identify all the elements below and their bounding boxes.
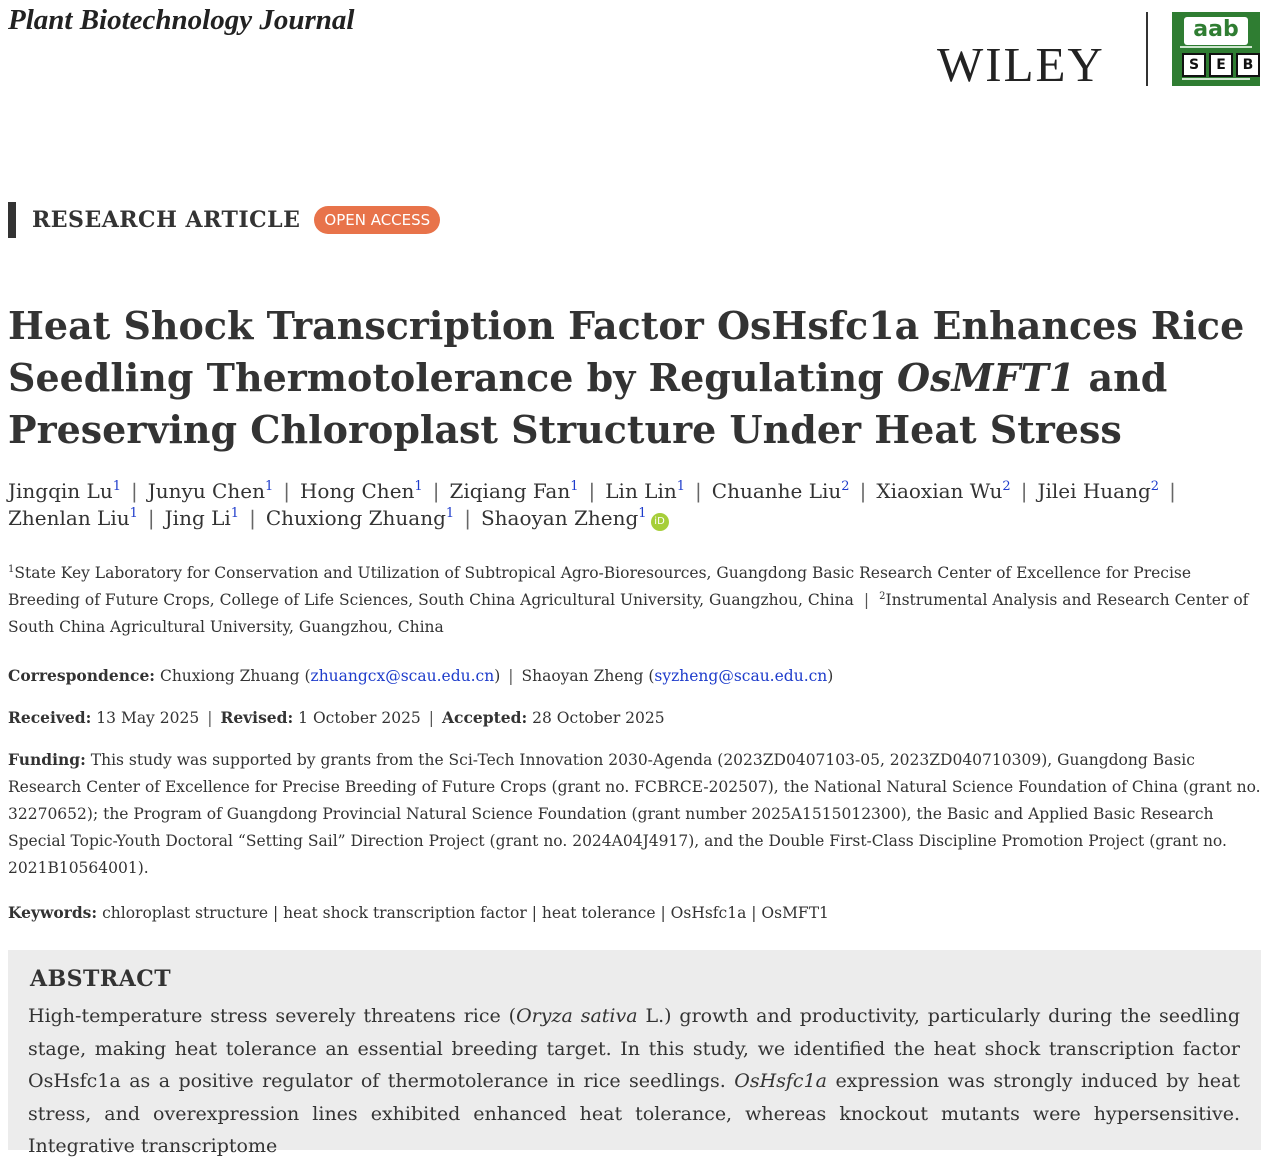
seb-letter-s: S — [1182, 53, 1206, 77]
author[interactable]: Hong Chen$^1$ — [299, 479, 423, 503]
keywords-text: chloroplast structure | heat shock transcription factor | heat tolerance | OsHsfc1a | OsMFT1 — [102, 904, 829, 922]
logo-subline — [1182, 78, 1250, 80]
abstract-heading: ABSTRACT — [30, 966, 172, 992]
seb-letter-e: E — [1209, 53, 1233, 77]
email-link-1[interactable]: zhuangcx@scau.edu.cn — [310, 667, 495, 685]
affiliations: $^1$State Key Laboratory for Conservation and Utilization of Subtropical Agro-Bioresources, Guangdong Basic Research Center of Excellence for Precise Breeding of Future Crops, College of Life Sciences, South China Agricultural University, Guangzhou, China | $^2$Instrumental Analysis and Research Center of South China Agricultural University, Guangzhou, China — [8, 564, 1249, 636]
article-dates: Received: 13 May 2025 | Revised: 1 October 2025 | Accepted: 28 October 2025 — [8, 708, 665, 727]
seb-letters — [1182, 53, 1260, 77]
received-date: 13 May 2025 — [96, 709, 200, 727]
title-text-1: Heat Shock Transcription Factor OsHsfc1a Enhances Rice Seedling Thermotolerance by Regulating — [8, 303, 1245, 400]
author[interactable]: Junyu Chen$^1$ — [147, 479, 274, 503]
title-text-2: and Preserving Chloroplast Structure Under Heat Stress — [8, 355, 1168, 452]
funding-text: This study was supported by grants from the Sci-Tech Innovation 2030-Agenda (2023ZD0407103-05, 2023ZD040710309), Guangdong Basic Research Center of Excellence for Precise Breeding of Future Crops (grant no. FCBRCE-202507), the National Natural Science Foundation of China (grant no. 32270652); the Program of Guangdong Provincial Natural Science Foundation (grant number 2025A1515012300), the Basic and Applied Basic Research Special Topic-Youth Doctoral “Setting Sail” Direction Project (grant no. 2024A04J4917), and the Double First-Class Discipline Promotion Project (grant no. 2021B10564001). — [8, 751, 1261, 877]
affiliation-1: State Key Laboratory for Conservation and Utilization of Subtropical Agro-Bioresources, Guangdong Basic Research Center of Excellence for Precise Breeding of Future Crops, College of Life Sciences, South China Agricultural University, Guangzhou, China — [8, 564, 1192, 609]
article-type-label: RESEARCH ARTICLE — [32, 207, 301, 233]
publisher-logo[interactable]: WILEY — [937, 37, 1105, 92]
funding: Funding: This study was supported by grants from the Sci-Tech Innovation 2030-Agenda (2023ZD0407103-05, 2023ZD040710309), Guangdong Basic Research Center of Excellence for Precise Breeding of Future Crops (grant no. FCBRCE-202507), the National Natural Science Foundation of China (grant no. 32270652); the Program of Guangdong Provincial Natural Science Foundation (grant number 2025A1515012300), the Basic and Applied Basic Research Special Topic-Youth Doctoral “Setting Sail” Direction Project (grant no. 2024A04J4917), and the Double First-Class Discipline Promotion Project (grant no. 2021B10564001). — [8, 750, 1261, 877]
keywords: Keywords: chloroplast structure | heat shock transcription factor | heat tolerance | OsHsfc1a | OsMFT1 — [8, 903, 829, 922]
author[interactable]: Lin Lin$^1$ — [605, 479, 686, 503]
author[interactable]: Xiaoxian Wu$^2$ — [876, 479, 1011, 503]
correspondence: Correspondence: Chuxiong Zhuang (zhuangcx@scau.edu.cn) | Shaoyan Zheng (syzheng@scau.edu.cn) — [8, 666, 834, 685]
journal-title: Plant Biotechnology Journal — [8, 4, 355, 36]
logo-fine-print — [1172, 46, 1260, 52]
author[interactable]: Chuanhe Liu$^2$ — [711, 479, 850, 503]
society-logo[interactable] — [1172, 12, 1260, 86]
revised-date: 1 October 2025 — [298, 709, 421, 727]
author[interactable]: Jingqin Lu$^1$ — [8, 479, 121, 503]
email-link-2[interactable]: syzheng@scau.edu.cn — [654, 667, 828, 685]
author[interactable]: Jing Li$^1$ — [164, 506, 240, 530]
affiliation-2: Instrumental Analysis and Research Center of South China Agricultural University, Guangzhou, China — [8, 591, 1249, 636]
orcid-icon[interactable]: iD — [651, 513, 669, 531]
article-type-bar — [8, 202, 16, 238]
aab-logo-text: aab — [1184, 17, 1248, 45]
author[interactable]: Ziqiang Fan$^1$ — [449, 479, 579, 503]
article-type-row — [8, 202, 440, 238]
accepted-date: 28 October 2025 — [532, 709, 665, 727]
author[interactable]: Zhenlan Liu$^1$ — [8, 506, 138, 530]
abstract-text: High-temperature stress severely threatens rice (Oryza sativa L.) growth and productivity, particularly during the seedling stage, making heat tolerance an essential breeding target. In this study, we identified the heat shock transcription factor OsHsfc1a as a positive regulator of thermotolerance in rice seedlings. OsHsfc1a expression was strongly induced by heat stress, and overexpression lines exhibited enhanced heat tolerance, whereas knockout mutants were hypersensitive. Integrative transcriptome — [28, 1005, 1240, 1157]
title-gene-italic: OsMFT1 — [896, 355, 1076, 400]
author[interactable]: Shaoyan Zheng$^1$ — [480, 506, 647, 530]
seb-letter-b: B — [1236, 53, 1260, 77]
author[interactable]: Chuxiong Zhuang$^1$ — [265, 506, 455, 530]
article-title — [8, 300, 1263, 456]
abstract-box — [8, 950, 1261, 1157]
logo-divider — [1146, 12, 1148, 86]
author-list: Jingqin Lu$^1$ | Junyu Chen$^1$ | Hong Chen$^1$ | Ziqiang Fan$^1$ | Lin Lin$^1$ | Chuanhe Liu$^2$ | Xiaoxian Wu$^2$ | Jilei Huang$^2$ | Zhenlan Liu$^1$ | Jing Li$^1$ | Chuxiong Zhuang$^1$ | Shaoyan Zheng$^1$iD — [8, 479, 1176, 530]
author[interactable]: Jilei Huang$^2$ — [1037, 479, 1160, 503]
open-access-badge[interactable]: OPEN ACCESS — [314, 206, 440, 234]
